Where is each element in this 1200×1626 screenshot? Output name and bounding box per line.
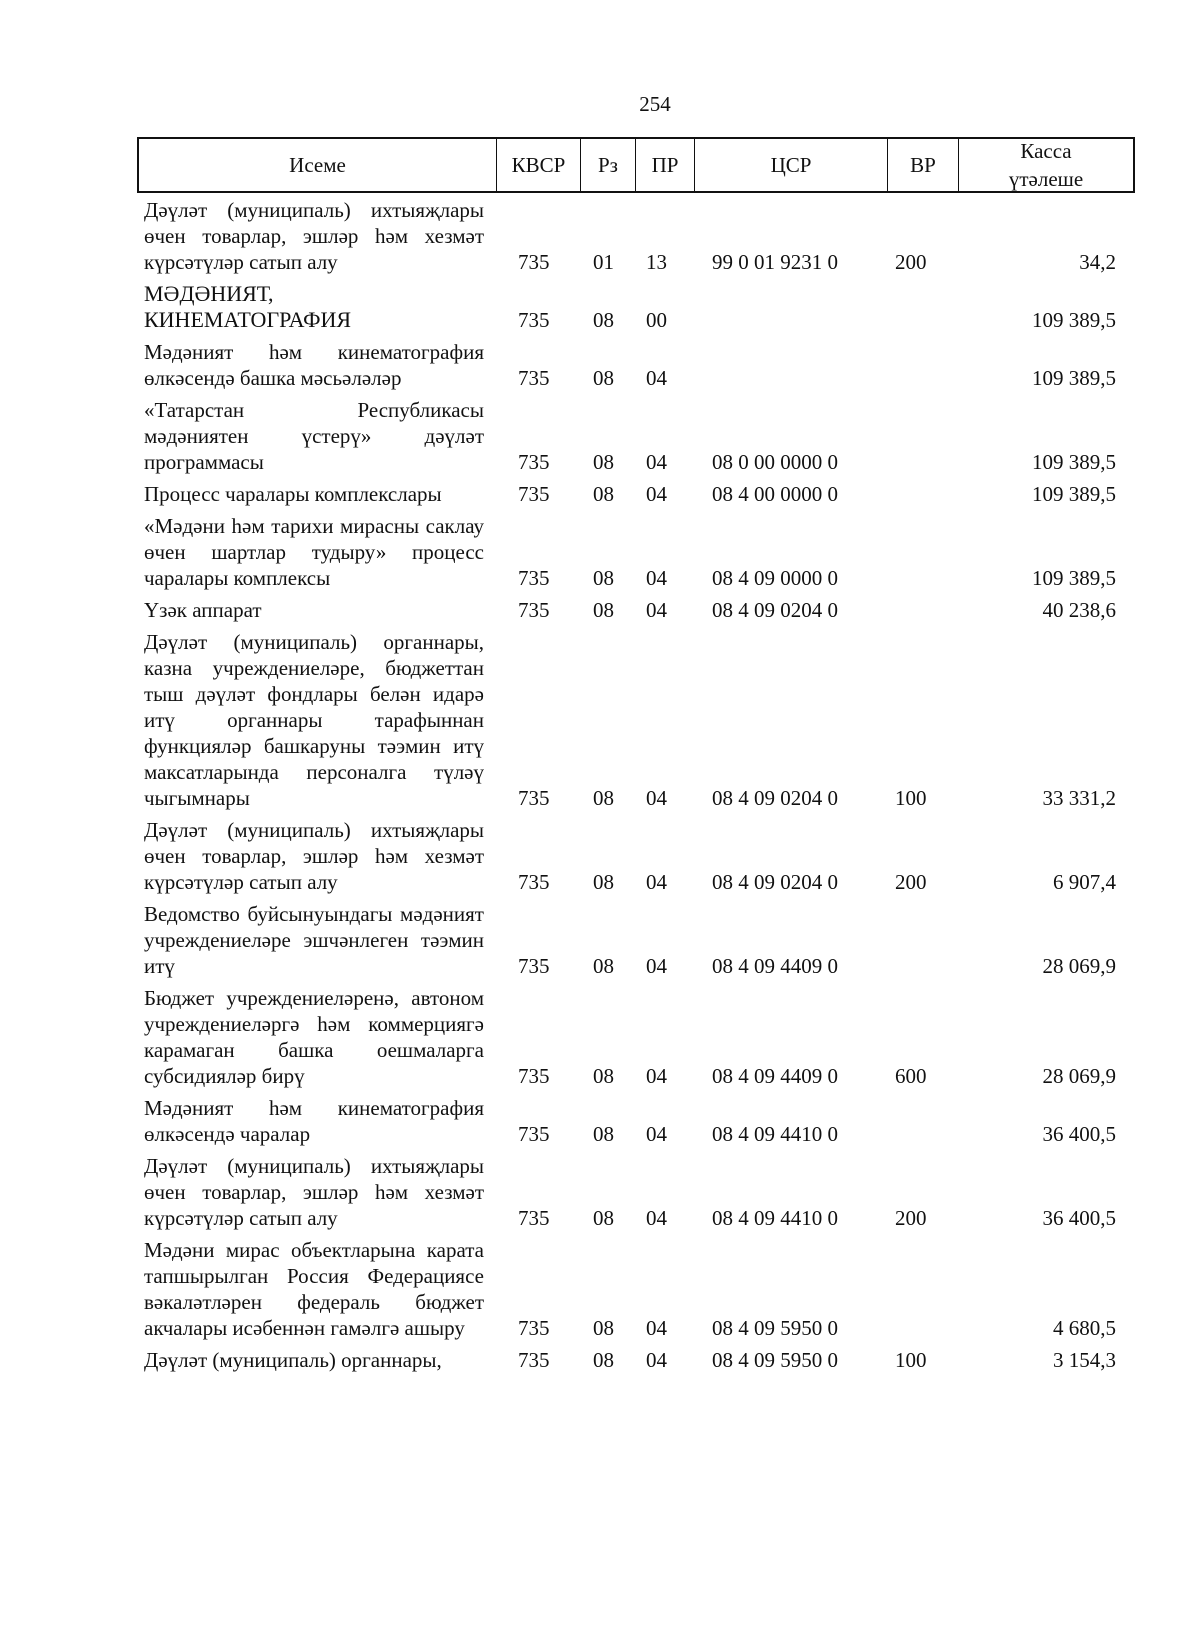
row-amount: 33 331,2 <box>1042 786 1116 810</box>
row-amount: 109 389,5 <box>1032 566 1116 590</box>
table-row <box>0 513 1200 591</box>
row-kvsr: 735 <box>518 482 550 506</box>
row-name: МӘДӘНИЯТ, КИНЕМАТОГРАФИЯ <box>144 281 352 332</box>
table-row <box>0 985 1200 1089</box>
row-rz: 08 <box>593 870 614 894</box>
header-csr: ЦСР <box>695 139 888 191</box>
row-amount: 40 238,6 <box>1042 598 1116 622</box>
row-kvsr: 735 <box>518 250 550 274</box>
row-amount: 36 400,5 <box>1042 1122 1116 1146</box>
row-name: Дәүләт (муниципаль) ихтыяҗлары өчен товарлар, эшләр һәм хезмәт күрсәтүләр сатып алу <box>144 818 484 894</box>
row-amount: 28 069,9 <box>1042 954 1116 978</box>
row-kvsr: 735 <box>518 366 550 390</box>
row-pr: 04 <box>646 482 667 506</box>
row-amount: 109 389,5 <box>1032 450 1116 474</box>
row-pr: 04 <box>646 786 667 810</box>
row-pr: 04 <box>646 450 667 474</box>
row-kvsr: 735 <box>518 1122 550 1146</box>
header-amount <box>959 139 1133 191</box>
row-rz: 08 <box>593 1064 614 1088</box>
table-row <box>0 1095 1200 1147</box>
table-row <box>0 1153 1200 1231</box>
row-rz: 08 <box>593 482 614 506</box>
row-pr: 04 <box>646 366 667 390</box>
row-csr: 08 4 09 5950 0 <box>712 1316 838 1340</box>
row-name: Мәдәният һәм кинематография өлкәсендә чаралар <box>144 1096 484 1146</box>
row-csr: 08 4 09 4409 0 <box>712 1064 838 1088</box>
row-rz: 08 <box>593 786 614 810</box>
row-name: Бюджет учреждениеләренә, автоном учреждениеләргә һәм коммерциягә карамаган башка оешмаларга субсидияләр бирү <box>144 986 484 1088</box>
row-amount: 109 389,5 <box>1032 482 1116 506</box>
header-rz: Рз <box>581 139 636 191</box>
row-rz: 08 <box>593 1122 614 1146</box>
page-number: 254 <box>639 92 671 116</box>
row-name: Ведомство буйсынуындагы мәдәният учреждениеләре эшчәнлеген тәэмин итү <box>144 902 484 978</box>
row-rz: 08 <box>593 1348 614 1372</box>
row-pr: 04 <box>646 954 667 978</box>
header-amount-line1: Касса <box>1020 139 1072 163</box>
row-rz: 08 <box>593 598 614 622</box>
row-amount: 109 389,5 <box>1032 366 1116 390</box>
row-csr: 08 4 09 4410 0 <box>712 1122 838 1146</box>
row-rz: 01 <box>593 250 614 274</box>
table-body <box>0 197 1200 1379</box>
row-csr: 08 4 09 5950 0 <box>712 1348 838 1372</box>
table-row <box>0 339 1200 391</box>
row-vr: 200 <box>895 250 927 274</box>
row-amount: 28 069,9 <box>1042 1064 1116 1088</box>
row-vr: 100 <box>895 1348 927 1372</box>
table-row <box>0 629 1200 811</box>
row-kvsr: 735 <box>518 566 550 590</box>
row-rz: 08 <box>593 566 614 590</box>
table-row <box>0 197 1200 275</box>
row-csr: 08 4 00 0000 0 <box>712 482 838 506</box>
row-name: Мәдәни мирас объектларына карата тапшырылган Россия Федерациясе вәкаләтләрен федераль бюджет акчалары исәбеннән гамәлгә ашыру <box>144 1238 484 1340</box>
table-header <box>137 137 1135 193</box>
row-kvsr: 735 <box>518 1348 550 1372</box>
row-kvsr: 735 <box>518 1064 550 1088</box>
row-name: Дәүләт (муниципаль) органнары, казна учреждениеләре, бюджеттан тыш дәүләт фондлары белән идарә итү органнары тарафыннан функцияләр башкаруны тәэмин итү максатларында персоналга түләү чыгымнары <box>144 630 484 810</box>
row-csr: 08 4 09 0000 0 <box>712 566 838 590</box>
row-csr: 08 4 09 4409 0 <box>712 954 838 978</box>
header-vr: ВР <box>888 139 959 191</box>
row-kvsr: 735 <box>518 1206 550 1230</box>
row-rz: 08 <box>593 366 614 390</box>
row-kvsr: 735 <box>518 598 550 622</box>
row-name: Дәүләт (муниципаль) ихтыяҗлары өчен товарлар, эшләр һәм хезмәт күрсәтүләр сатып алу <box>144 1154 484 1230</box>
row-pr: 04 <box>646 1348 667 1372</box>
row-pr: 04 <box>646 870 667 894</box>
table-row <box>0 281 1200 333</box>
row-vr: 200 <box>895 1206 927 1230</box>
header-amount-line2: үтәлеше <box>1008 167 1084 191</box>
row-csr: 08 4 09 0204 0 <box>712 786 838 810</box>
table-row <box>0 901 1200 979</box>
row-pr: 04 <box>646 598 667 622</box>
row-name: Мәдәният һәм кинематография өлкәсендә башка мәсьәләләр <box>144 340 484 390</box>
row-kvsr: 735 <box>518 786 550 810</box>
row-amount: 4 680,5 <box>1053 1316 1116 1340</box>
row-kvsr: 735 <box>518 954 550 978</box>
row-pr: 04 <box>646 1122 667 1146</box>
row-kvsr: 735 <box>518 308 550 332</box>
row-pr: 04 <box>646 1206 667 1230</box>
row-vr: 100 <box>895 786 927 810</box>
table-row <box>0 481 1200 507</box>
table-row <box>0 597 1200 623</box>
row-csr: 08 4 09 4410 0 <box>712 1206 838 1230</box>
header-pr: ПР <box>636 139 695 191</box>
row-pr: 00 <box>646 308 667 332</box>
row-rz: 08 <box>593 450 614 474</box>
row-amount: 109 389,5 <box>1032 308 1116 332</box>
row-kvsr: 735 <box>518 1316 550 1340</box>
row-csr: 99 0 01 9231 0 <box>712 250 838 274</box>
row-rz: 08 <box>593 308 614 332</box>
row-csr: 08 0 00 0000 0 <box>712 450 838 474</box>
table-row <box>0 817 1200 895</box>
table-row <box>0 1237 1200 1341</box>
row-vr: 600 <box>895 1064 927 1088</box>
row-kvsr: 735 <box>518 450 550 474</box>
row-pr: 13 <box>646 250 667 274</box>
row-pr: 04 <box>646 1316 667 1340</box>
row-name: Дәүләт (муниципаль) ихтыяҗлары өчен товарлар, эшләр һәм хезмәт күрсәтүләр сатып алу <box>144 198 484 274</box>
row-csr: 08 4 09 0204 0 <box>712 870 838 894</box>
row-csr: 08 4 09 0204 0 <box>712 598 838 622</box>
row-name: «Татарстан Республикасы мәдәниятен үстерү» дәүләт программасы <box>144 398 484 474</box>
row-pr: 04 <box>646 1064 667 1088</box>
row-rz: 08 <box>593 1206 614 1230</box>
row-name: «Мәдәни һәм тарихи мирасны саклау өчен шартлар тудыру» процесс чаралары комплексы <box>144 514 484 590</box>
row-rz: 08 <box>593 1316 614 1340</box>
row-vr: 200 <box>895 870 927 894</box>
header-kvsr: КВСР <box>497 139 581 191</box>
row-name: Үзәк аппарат <box>144 598 262 622</box>
table-row <box>0 1347 1200 1373</box>
row-amount: 36 400,5 <box>1042 1206 1116 1230</box>
header-name: Исеме <box>139 139 497 191</box>
row-name: Дәүләт (муниципаль) органнары, <box>144 1348 442 1372</box>
row-pr: 04 <box>646 566 667 590</box>
row-name: Процесс чаралары комплекслары <box>144 482 442 506</box>
row-amount: 3 154,3 <box>1053 1348 1116 1372</box>
table-row <box>0 397 1200 475</box>
row-rz: 08 <box>593 954 614 978</box>
row-amount: 6 907,4 <box>1053 870 1116 894</box>
row-amount: 34,2 <box>1079 250 1116 274</box>
row-kvsr: 735 <box>518 870 550 894</box>
